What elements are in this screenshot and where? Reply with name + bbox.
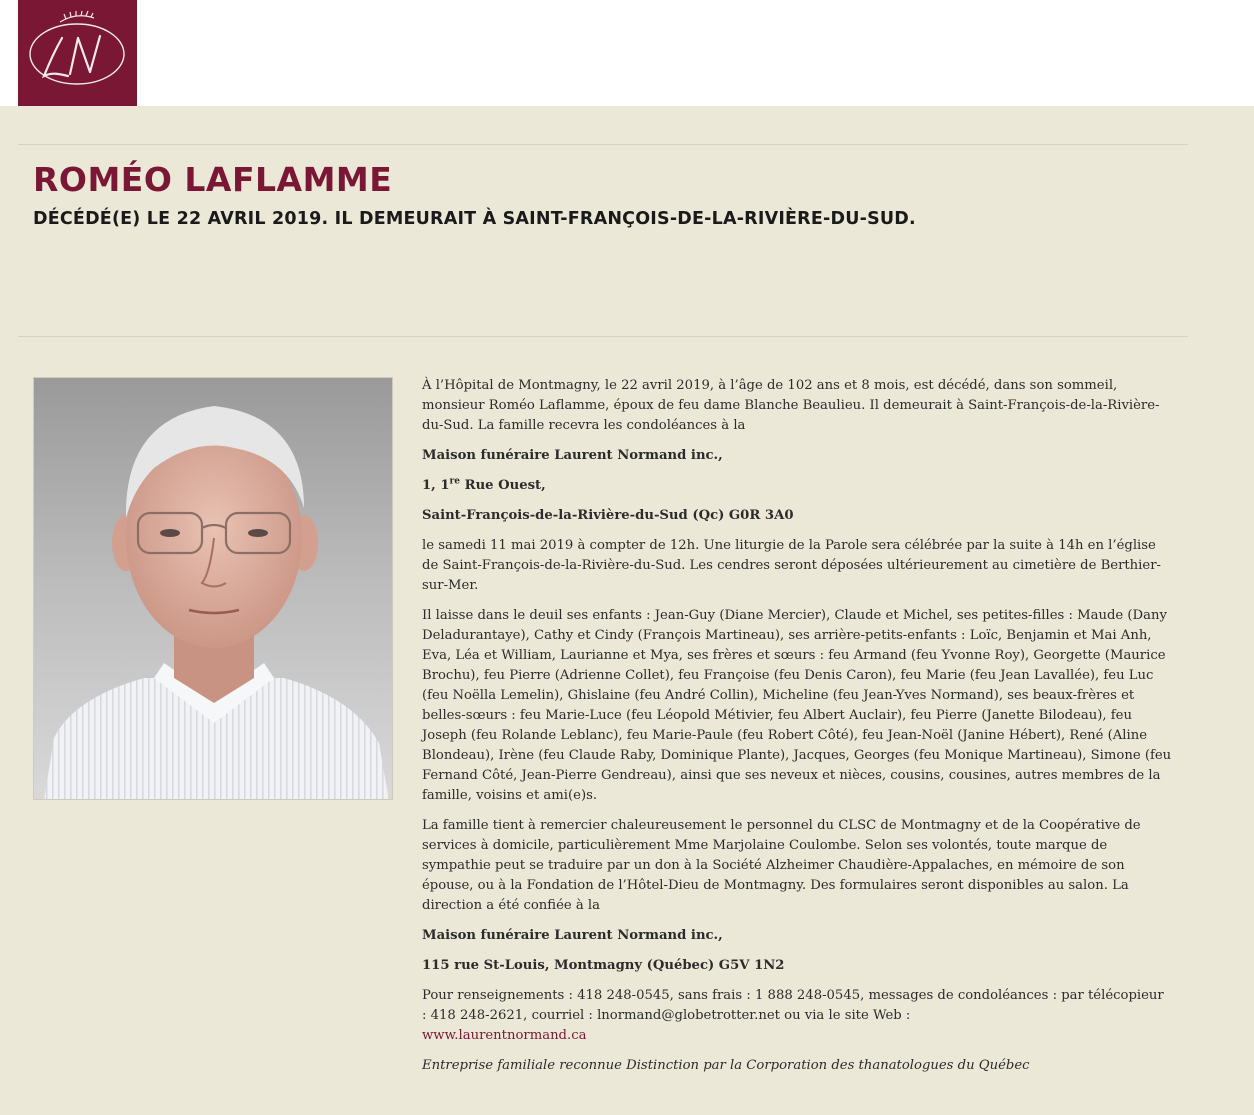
funeral-home-address-1 [422, 476, 1172, 496]
funeral-home-city-1: Saint-François-de-la-Rivière-du-Sud (Qc) G0R 3A0 [422, 508, 794, 523]
funeral-home-name-1: Maison funéraire Laurent Normand inc., [422, 448, 723, 463]
website-link[interactable]: www.laurentnormand.ca [422, 1028, 587, 1043]
footer-note: Entreprise familiale reconnue Distinction par la Corporation des thanatologues du Québec [422, 1058, 1030, 1073]
paragraph-contact [422, 986, 1172, 1046]
deceased-name: ROMÉO LAFLAMME [33, 160, 393, 199]
address-1-prefix: 1, 1 [422, 478, 450, 493]
top-bar [0, 0, 1254, 106]
portrait-photo [33, 377, 393, 800]
paragraph-thanks: La famille tient à remercier chaleureusement le personnel du CLSC de Montmagny et de la Coopérative de services à domicile, particulièrement Mme Marjolaine Coulombe. Selon ses volontés, toute marque de sympathie peut se traduire par un don à la Société Alzheimer Chaudière-Appalaches, en mémoire de son épouse, ou à la Fondation de l’Hôtel-Dieu de Montmagny. Des formulaires seront disponibles au salon. La direction a été confiée à la [422, 818, 1141, 913]
obituary-text [422, 376, 1172, 1086]
logo-monogram-icon [18, 0, 137, 106]
death-info-subtitle: DÉCÉDÉ(E) LE 22 AVRIL 2019. IL DEMEURAIT À SAINT-FRANÇOIS-DE-LA-RIVIÈRE-DU-SUD. [33, 209, 916, 229]
address-1-sup: re [449, 476, 461, 487]
paragraph-intro: À l’Hôpital de Montmagny, le 22 avril 2019, à l’âge de 102 ans et 8 mois, est décédé, dans son sommeil, monsieur Roméo Laflamme, époux de feu dame Blanche Beaulieu. Il demeurait à Saint-François-de-la-Rivière-du-Sud. La famille recevra les condoléances à la [422, 378, 1160, 433]
contact-text: Pour renseignements : 418 248-0545, sans frais : 1 888 248-0545, messages de condoléances : par télécopieur : 418 248-2621, courriel : lnormand@globetrotter.net ou via le site Web : [422, 988, 1164, 1023]
brand-logo[interactable] [18, 0, 137, 106]
paragraph-ceremony: le samedi 11 mai 2019 à compter de 12h. Une liturgie de la Parole sera célébrée par la suite à 14h en l’église de Saint-François-de-la-Rivière-du-Sud. Les cendres seront déposées ultérieurement au cimetière de Berthier-sur-Mer. [422, 538, 1161, 593]
header-divider-bottom [18, 336, 1188, 337]
paragraph-family: Il laisse dans le deuil ses enfants : Jean-Guy (Diane Mercier), Claude et Michel, ses petites-filles : Maude (Dany Deladurantaye), Cathy et Cindy (François Martineau), ses arrière-petits-enfants : Loïc, Benjamin et Mai Anh, Eva, Léa et William, Laurianne et Mya, ses frères et sœurs : feu Armand (feu Yvonne Roy), Georgette (Maurice Brochu), feu Pierre (Adrienne Collet), feu Françoise (feu Denis Caron), feu Marie (feu Jean Lavallée), feu Luc (feu Noëlla Lemelin), Ghislaine (feu André Collin), Micheline (feu Jean-Yves Normand), ses beaux-frères et belles-sœurs : feu Marie-Luce (feu Léopold Métivier, feu Albert Auclair), feu Pierre (Janette Bilodeau), feu Joseph (feu Rolande Leblanc), feu Marie-Paule (feu Robert Côté), feu Jean-Noël (Janine Hébert), René (Aline Blondeau), Irène (feu Claude Raby, Dominique Plante), Jacques, Georges (feu Monique Martineau), Simone (feu Fernand Côté, Jean-Pierre Gendreau), ainsi que ses neveux et nièces, cousins, cousines, autres membres de la famille, voisins et ami(e)s. [422, 608, 1172, 803]
address-1-suffix: Rue Ouest, [460, 478, 546, 493]
header-divider-top [18, 144, 1188, 145]
funeral-home-name-2: Maison funéraire Laurent Normand inc., [422, 928, 723, 943]
funeral-home-address-2: 115 rue St-Louis, Montmagny (Québec) G5V 1N2 [422, 958, 785, 973]
